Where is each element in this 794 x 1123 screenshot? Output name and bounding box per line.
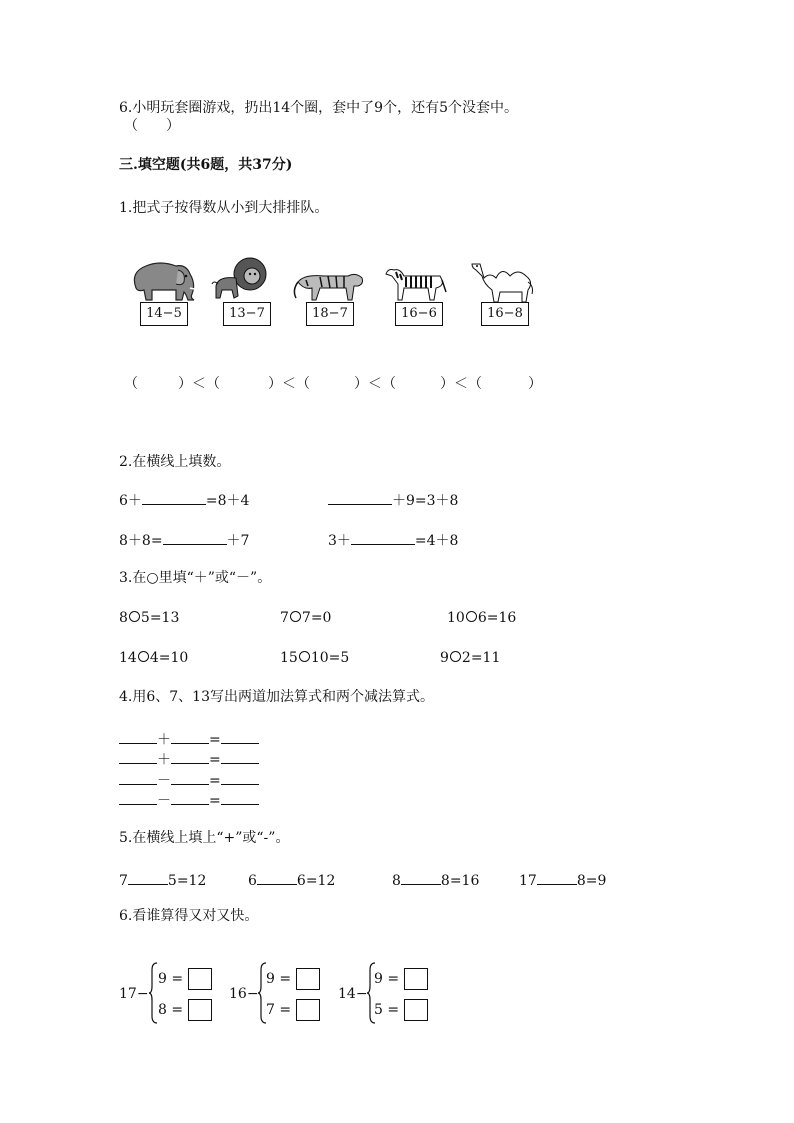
q5-item-3-b: 8=16 bbox=[440, 873, 480, 889]
q6-group-2-bottom-label: 7 = bbox=[266, 1002, 292, 1018]
q4-blank[interactable] bbox=[221, 770, 259, 785]
q5-item-1 bbox=[119, 870, 206, 890]
q2-item-1 bbox=[119, 490, 249, 510]
q4-op: － bbox=[157, 773, 171, 789]
q1-title: 1.把式子按得数从小到大排排队。 bbox=[119, 200, 329, 216]
answer-box[interactable] bbox=[188, 968, 212, 990]
order-slot-3-open[interactable]: ）＜（ bbox=[268, 376, 310, 392]
q5-item-4-a: 17 bbox=[519, 873, 537, 889]
operator-circle[interactable] bbox=[290, 611, 301, 622]
q4-eq: = bbox=[209, 732, 221, 748]
answer-box[interactable] bbox=[404, 968, 428, 990]
q4-row-3 bbox=[119, 770, 259, 790]
prev-question-answer-paren[interactable]: （ ） bbox=[124, 118, 180, 134]
q4-blank[interactable] bbox=[221, 749, 259, 764]
q3-item-2-a: 7 bbox=[280, 610, 289, 626]
q6-group-1-top-label: 9 = bbox=[158, 971, 184, 987]
q2-item-3 bbox=[119, 530, 249, 550]
q4-title: 4.用6、7、13写出两道加法算式和两个减法算式。 bbox=[119, 689, 434, 705]
operator-circle[interactable] bbox=[129, 611, 140, 622]
q4-op: － bbox=[157, 793, 171, 809]
q5-title: 5.在横线上填上“+”或“-”。 bbox=[119, 830, 290, 846]
q4-blank[interactable] bbox=[119, 790, 157, 805]
operator-circle[interactable] bbox=[466, 611, 477, 622]
q5-item-2-a: 6 bbox=[248, 873, 257, 889]
q6-group-1-bottom-label: 8 = bbox=[158, 1002, 184, 1018]
q6-group-3-top bbox=[374, 968, 428, 990]
q3-item-2-b: 7=0 bbox=[301, 610, 332, 626]
elephant-icon bbox=[126, 258, 202, 304]
q4-blank[interactable] bbox=[119, 770, 157, 785]
q6-group-3-top-label: 9 = bbox=[374, 971, 400, 987]
q2-item-1-post: =8＋4 bbox=[205, 493, 250, 509]
order-slot-4-open[interactable]: ）＜（ bbox=[354, 376, 396, 392]
q4-eq: = bbox=[209, 793, 221, 809]
tiger-icon bbox=[290, 264, 366, 304]
operator-circle[interactable] bbox=[138, 651, 149, 662]
q4-blank[interactable] bbox=[119, 749, 157, 764]
q3-item-6 bbox=[440, 649, 500, 667]
brace-icon bbox=[148, 962, 158, 1024]
q5-item-3-a: 8 bbox=[392, 873, 401, 889]
q2-item-3-post: ＋7 bbox=[226, 533, 250, 549]
q3-item-1 bbox=[119, 609, 179, 627]
section-title: 三.填空题(共6题，共37分) bbox=[119, 157, 293, 173]
q3-item-1-a: 8 bbox=[119, 610, 128, 626]
q4-blank[interactable] bbox=[221, 729, 259, 744]
q5-item-2-b: 6=12 bbox=[296, 873, 336, 889]
q2-item-2 bbox=[328, 490, 458, 510]
q2-item-2-blank[interactable] bbox=[328, 490, 392, 505]
q2-item-3-pre: 8＋8= bbox=[119, 533, 163, 549]
q3-item-6-b: 2=11 bbox=[461, 650, 501, 666]
q3-item-5-b: 10=5 bbox=[310, 650, 350, 666]
expr-box-zebra: 16−6 bbox=[395, 302, 443, 326]
camel-icon bbox=[470, 260, 536, 304]
q6-group-3-bottom bbox=[374, 999, 428, 1021]
q2-item-1-blank[interactable] bbox=[142, 490, 206, 505]
q4-blank[interactable] bbox=[221, 790, 259, 805]
q3-item-3-b: 6=16 bbox=[477, 610, 517, 626]
q5-blank[interactable] bbox=[128, 870, 168, 885]
q2-item-3-blank[interactable] bbox=[163, 530, 227, 545]
q6-group-2-minuend: 16− bbox=[229, 986, 259, 1002]
q4-row-4 bbox=[119, 790, 259, 810]
q2-item-2-post: ＋9=3＋8 bbox=[392, 493, 459, 509]
q4-blank[interactable] bbox=[171, 749, 209, 764]
q3-item-4 bbox=[119, 649, 188, 667]
q4-eq: = bbox=[209, 773, 221, 789]
q3-item-5-a: 15 bbox=[280, 650, 298, 666]
expr-box-tiger: 18−7 bbox=[306, 302, 354, 326]
q5-item-2 bbox=[248, 870, 335, 890]
q3-item-4-a: 14 bbox=[119, 650, 137, 666]
q5-item-1-a: 7 bbox=[119, 873, 128, 889]
prev-question-text: 6.小明玩套圈游戏，扔出14个圈，套中了9个，还有5个没套中。 bbox=[119, 100, 518, 116]
operator-circle[interactable] bbox=[299, 651, 310, 662]
q6-title: 6.看谁算得又对又快。 bbox=[119, 908, 259, 924]
q6-group-2-bottom bbox=[266, 999, 320, 1021]
expr-box-elephant: 14−5 bbox=[140, 302, 188, 326]
q4-op: ＋ bbox=[157, 732, 171, 748]
q3-item-3 bbox=[447, 609, 516, 627]
q6-group-2-top-label: 9 = bbox=[266, 971, 292, 987]
q3-title: 3.在○里填“＋”或“－”。 bbox=[119, 570, 272, 586]
lion-icon bbox=[210, 256, 268, 302]
q3-item-4-b: 4=10 bbox=[149, 650, 189, 666]
q6-group-3-minuend: 14− bbox=[338, 986, 368, 1002]
q5-item-1-b: 5=12 bbox=[167, 873, 207, 889]
expr-box-lion: 13−7 bbox=[223, 302, 271, 326]
q4-row-1 bbox=[119, 729, 259, 749]
q4-row-2 bbox=[119, 749, 259, 769]
answer-box[interactable] bbox=[296, 968, 320, 990]
q4-eq: = bbox=[209, 752, 221, 768]
operator-circle[interactable] bbox=[450, 651, 461, 662]
q2-item-4-pre: 3＋ bbox=[328, 533, 351, 549]
q5-item-3 bbox=[392, 870, 479, 890]
q4-blank[interactable] bbox=[119, 729, 157, 744]
expr-box-camel: 16−8 bbox=[481, 302, 529, 326]
q2-item-4 bbox=[328, 530, 458, 550]
q2-item-1-pre: 6＋ bbox=[119, 493, 142, 509]
q3-item-6-a: 9 bbox=[440, 650, 449, 666]
q4-blank[interactable] bbox=[171, 729, 209, 744]
q4-blank[interactable] bbox=[171, 770, 209, 785]
order-slot-2-open[interactable]: ）＜（ bbox=[178, 376, 220, 392]
answer-box[interactable] bbox=[296, 999, 320, 1021]
q6-group-1-top bbox=[158, 968, 212, 990]
order-slot-5-open[interactable]: ）＜（ bbox=[440, 376, 482, 392]
q6-group-2-top bbox=[266, 968, 320, 990]
q2-item-4-post: =4＋8 bbox=[414, 533, 459, 549]
q6-group-1-bottom bbox=[158, 999, 212, 1021]
zebra-icon bbox=[384, 262, 448, 304]
answer-box[interactable] bbox=[404, 999, 428, 1021]
order-slot-close: ） bbox=[528, 376, 542, 392]
q5-blank[interactable] bbox=[537, 870, 577, 885]
q2-title: 2.在横线上填数。 bbox=[119, 454, 231, 470]
q5-blank[interactable] bbox=[257, 870, 297, 885]
q4-op: ＋ bbox=[157, 752, 171, 768]
q3-item-5 bbox=[280, 649, 349, 667]
q2-item-4-blank[interactable] bbox=[351, 530, 415, 545]
q5-blank[interactable] bbox=[401, 870, 441, 885]
q5-item-4 bbox=[519, 870, 606, 890]
q4-blank[interactable] bbox=[171, 790, 209, 805]
q3-item-3-a: 10 bbox=[447, 610, 465, 626]
q6-group-3-bottom-label: 5 = bbox=[374, 1002, 400, 1018]
order-slot-1-open[interactable]: （ bbox=[124, 376, 138, 392]
q6-group-1-minuend: 17− bbox=[119, 986, 149, 1002]
q3-item-1-b: 5=13 bbox=[140, 610, 180, 626]
q3-item-2 bbox=[280, 609, 331, 627]
q5-item-4-b: 8=9 bbox=[576, 873, 607, 889]
answer-box[interactable] bbox=[188, 999, 212, 1021]
